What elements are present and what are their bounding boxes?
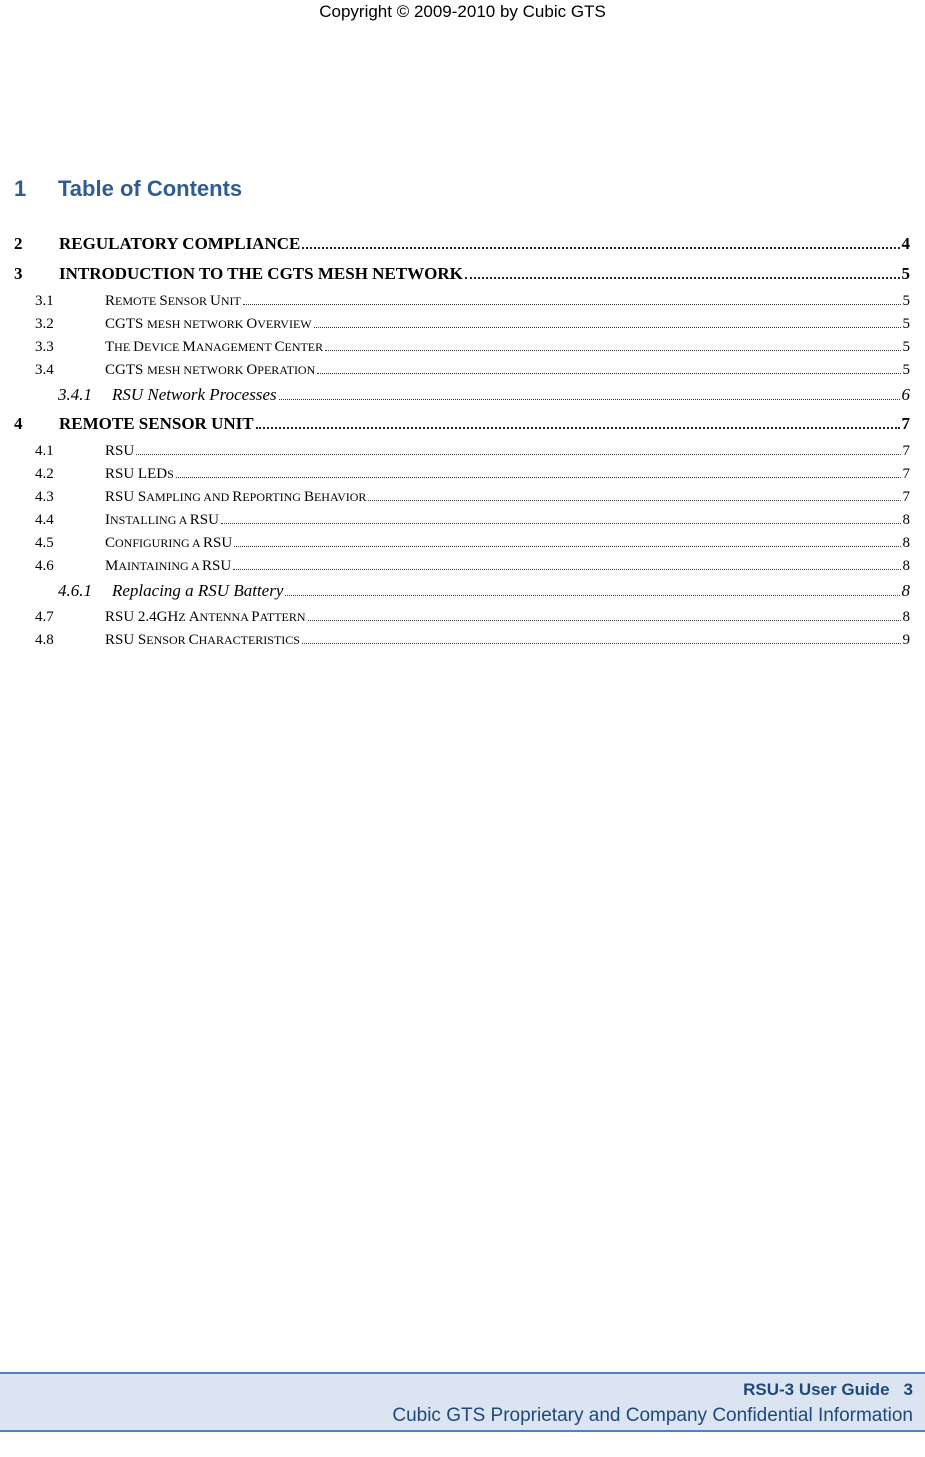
toc-entry-page: 5 (902, 293, 910, 309)
toc-entry-page: 8 (902, 609, 910, 625)
dot-leader (302, 628, 901, 644)
toc-heading-title: Table of Contents (58, 176, 243, 201)
dot-leader (317, 358, 900, 374)
toc-entry-number: 2 (14, 234, 23, 253)
toc-entry-page: 8 (901, 581, 910, 600)
toc-entry-title: THE DEVICE MANAGEMENT CENTER (105, 339, 324, 355)
toc-entry-page: 8 (902, 512, 910, 528)
toc-entry-number: 3.3 (35, 339, 54, 355)
toc-entry-page: 7 (902, 466, 910, 482)
page-footer (0, 1372, 925, 1432)
toc-entry-2[interactable] (14, 229, 910, 259)
copyright-notice: Copyright © 2009-2010 by Cubic GTS (319, 2, 606, 21)
toc-entry-number: 4 (14, 414, 23, 433)
toc-entry-number: 3.1 (35, 293, 54, 309)
toc-entry-page: 8 (902, 535, 910, 551)
toc-entry-4-8[interactable] (14, 628, 910, 651)
toc-entry-title: CGTS MESH NETWORK OPERATION (105, 362, 316, 378)
toc-entry-number: 4.1 (35, 443, 54, 459)
dot-leader (233, 554, 900, 570)
dot-leader (308, 605, 901, 621)
toc-entry-page: 8 (902, 558, 910, 574)
table-of-contents (14, 229, 910, 651)
dot-leader (302, 230, 899, 249)
toc-entry-4-4[interactable] (14, 508, 910, 531)
toc-entry-page: 9 (902, 632, 910, 648)
toc-entry-number: 3.4 (35, 362, 54, 378)
toc-entry-title: RSU LEDS (105, 466, 174, 482)
footer-guide-title (743, 1380, 913, 1400)
dot-leader (136, 439, 900, 455)
page-number: 3 (903, 1380, 913, 1399)
toc-entry-page: 5 (902, 339, 910, 355)
toc-entry-4-3[interactable] (14, 485, 910, 508)
toc-entry-4-1[interactable] (14, 439, 910, 462)
dot-leader (279, 382, 900, 400)
toc-entry-title: REMOTE SENSOR UNIT (105, 293, 241, 309)
toc-entry-4-7[interactable] (14, 605, 910, 628)
toc-entry-4-6-1[interactable] (14, 577, 910, 605)
toc-entry-page: 7 (902, 489, 910, 505)
toc-entry-page: 4 (901, 234, 910, 253)
toc-entry-3-4[interactable] (14, 358, 910, 381)
toc-entry-number: 4.8 (35, 632, 54, 648)
toc-entry-title: RSU 2.4GHZ ANTENNA PATTERN (105, 609, 306, 625)
toc-entry-number: 4.6 (35, 558, 54, 574)
toc-entry-title: MAINTAINING A RSU (105, 558, 232, 574)
toc-entry-page: 7 (901, 414, 910, 433)
dot-leader (176, 462, 901, 478)
toc-entry-title: REGULATORY COMPLIANCE (59, 234, 301, 253)
toc-heading-number: 1 (14, 176, 27, 201)
dot-leader (221, 508, 901, 524)
toc-entry-title: CGTS MESH NETWORK OVERVIEW (105, 316, 312, 332)
toc-entry-page: 5 (901, 264, 910, 283)
toc-entry-number: 4.3 (35, 489, 54, 505)
toc-entry-page: 5 (902, 316, 910, 332)
toc-entry-4-6[interactable] (14, 554, 910, 577)
dot-leader (243, 289, 901, 305)
toc-entry-title: RSU SAMPLING AND REPORTING BEHAVIOR (105, 489, 367, 505)
toc-entry-page: 5 (902, 362, 910, 378)
toc-entry-4[interactable] (14, 409, 910, 439)
toc-entry-3-3[interactable] (14, 335, 910, 358)
toc-entry-title: RSU SENSOR CHARACTERISTICS (105, 632, 300, 648)
guide-title: RSU-3 User Guide (743, 1380, 890, 1399)
toc-entry-4-2[interactable] (14, 462, 910, 485)
toc-entry-title: REMOTE SENSOR UNIT (59, 414, 254, 433)
toc-entry-number: 3 (14, 264, 23, 283)
dot-leader (234, 531, 900, 547)
toc-entry-3-1[interactable] (14, 289, 910, 312)
toc-entry-title: INSTALLING A RSU (105, 512, 219, 528)
toc-entry-page: 6 (901, 385, 910, 404)
toc-entry-title: CONFIGURING A RSU (105, 535, 233, 551)
dot-leader (368, 485, 900, 501)
toc-entry-number: 3.2 (35, 316, 54, 332)
toc-entry-page: 7 (902, 443, 910, 459)
toc-entry-title: Replacing a RSU Battery (112, 581, 284, 600)
dot-leader (285, 578, 899, 596)
dot-leader (256, 410, 900, 429)
dot-leader (465, 260, 900, 279)
toc-entry-3[interactable] (14, 259, 910, 289)
toc-entry-number: 3.4.1 (58, 385, 92, 404)
toc-entry-number: 4.5 (35, 535, 54, 551)
toc-entry-3-2[interactable] (14, 312, 910, 335)
toc-entry-title: RSU (105, 443, 135, 459)
toc-entry-3-4-1[interactable] (14, 381, 910, 409)
confidentiality-notice: Cubic GTS Proprietary and Company Confidential Information (392, 1405, 913, 1426)
toc-entry-number: 4.4 (35, 512, 54, 528)
toc-entry-number: 4.2 (35, 466, 54, 482)
toc-entry-title: RSU Network Processes (112, 385, 277, 404)
dot-leader (314, 312, 901, 328)
toc-entry-number: 4.6.1 (58, 581, 92, 600)
toc-entry-number: 4.7 (35, 609, 54, 625)
dot-leader (325, 335, 900, 351)
toc-entry-title: INTRODUCTION TO THE CGTS MESH NETWORK (59, 264, 463, 283)
toc-heading (14, 176, 242, 202)
toc-entry-4-5[interactable] (14, 531, 910, 554)
